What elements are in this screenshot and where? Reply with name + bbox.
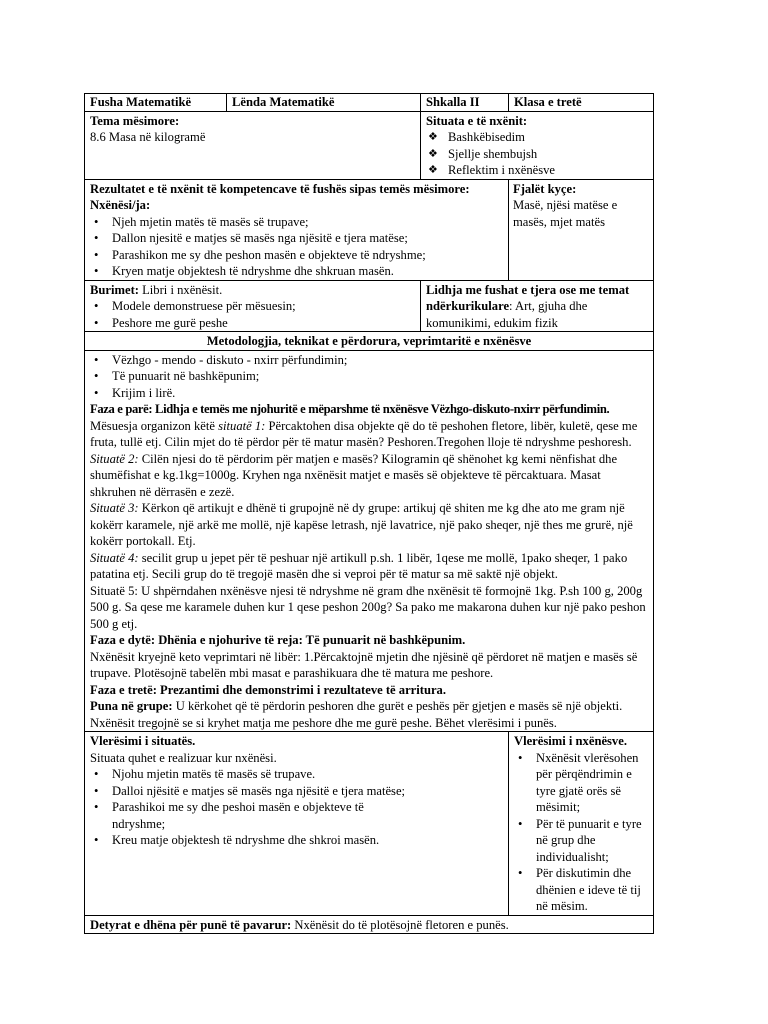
tema-label: Tema mësimore: <box>90 113 180 128</box>
lidhja-value: : Art, gjuha dhe komunikimi, edukim fizik <box>426 299 588 330</box>
vleresimi-situates-item: • Parashikoi me sy dhe peshoi masën e objekteve të ndryshme; <box>90 799 418 832</box>
fjalet-value: Masë, njësi matëse e masës, mjet matës <box>513 198 618 229</box>
header-klasa: Klasa e tretë <box>509 94 654 112</box>
vleresimi-situates-label: Vlerësimi i situatës. <box>90 734 196 748</box>
faza1-title: Faza e parë: Lidhja e temës me njohuritë e mëparshme të nxënësve Vëzhgo-diskuto-nxirr përfundimin. <box>90 402 610 416</box>
rezultatet-item: • Parashikon me sy dhe peshon masën e objekteve të ndryshme; <box>90 247 503 264</box>
lidhja-label: Lidhja me fushat e tjera ose me temat ndërkurikulare <box>426 282 630 313</box>
metodologjia-body-row <box>85 350 654 732</box>
burimet-item: • Peshore me gurë peshe <box>90 315 415 332</box>
tema-row <box>85 111 654 179</box>
fjalet-cell <box>509 179 654 280</box>
metodologjia-item: • Krijim i lirë. <box>90 385 648 402</box>
vleresimi-row <box>85 732 654 916</box>
detyrat-label: Detyrat e dhëna për punë të pavarur: <box>90 917 292 932</box>
header-shkalla: Shkalla II <box>421 94 509 112</box>
puna-grupe-paragraph: Puna në grupe: U kërkohet që të përdorin peshoren dhe gurët e peshës për gjetjen e masës së një objekti. Nxënësit tregojnë se si kryhet matja me peshore dhe me gurë peshe. Bëhet vlerësimi i punës. <box>90 699 623 730</box>
vleresimi-situates-text: Situata quhet e realizuar kur nxënësi. <box>90 750 277 765</box>
metodologjia-item: • Të punuarit në bashkëpunim; <box>90 368 648 385</box>
detyrat-row <box>85 915 654 934</box>
metodologjia-list <box>90 352 648 402</box>
vleresimi-nxenesve-item: • Nxënësit vlerësohen për përqëndrimin e tyre gjatë orës së mësimit; <box>514 750 648 816</box>
metodologjia-title-cell <box>85 332 654 351</box>
header-fusha: Fusha Matematikë <box>85 94 227 112</box>
situata-item: ❖ Reflektim i nxënësve <box>426 162 648 179</box>
metodologjia-title: Metodologjia, teknikat e përdorura, veprimtaritë e nxënësve <box>206 334 532 348</box>
situata-2-paragraph: Situatë 2: Cilën njesi do të përdorim për matjen e masës? Kilogramin që shënohet kg kemi nënfishat dhe shumëfishat e kg.1kg=1000g. Kryhen nga nxënësit matjet e masës së objekteve të përcaktuara. Masat shkruhen në dërrasën e zezë. <box>90 451 618 499</box>
lesson-plan-table <box>84 93 654 934</box>
situata-label: Situata e të nxënit: <box>426 113 528 128</box>
situata-3-paragraph: Situatë 3: Kërkon që artikujt e dhënë ti grupojnë në dy grupe: artikuj që shiten me kg dhe ato me gram një kokërr karamele, një arkë me mollë, një kapëse letrash, një lavatrice, një pako sheqer, një thes me grurë, një kokërr portokall. Etj. <box>90 501 633 548</box>
vleresimi-situates-cell <box>85 732 509 916</box>
vleresimi-situates-item: • Dalloi njësitë e matjes së masës nga njësitë e tjera matëse; <box>90 783 418 800</box>
burimet-value: Libri i nxënësit. <box>138 282 223 297</box>
situata-1-paragraph: Mësuesja organizon këtë situatë 1: Përcaktohen disa objekte që do të peshohen fletore, libër, kuletë, qese me fruta, tullë etj. Cilin mjet do të përdor për të matur masën? Peshoren.Tregohen lloje të ndryshme peshoresh. <box>90 418 638 449</box>
burimet-list <box>90 298 415 331</box>
situata-item: ❖ Sjellje shembujsh <box>426 146 648 163</box>
metodologjia-item: • Vëzhgo - mendo - diskuto - nxirr përfundimin; <box>90 352 648 369</box>
rezultatet-row <box>85 179 654 280</box>
header-row <box>85 94 654 112</box>
header-lenda: Lënda Matematikë <box>227 94 421 112</box>
metodologjia-body-cell <box>85 350 654 732</box>
rezultatet-list <box>90 214 503 280</box>
detyrat-cell <box>85 915 654 934</box>
vleresimi-nxenesve-item: • Për të punuarit e tyre në grup dhe individualisht; <box>514 816 648 866</box>
rezultatet-sub: Nxënësi/ja: <box>90 198 151 212</box>
tema-value: 8.6 Masa në kilogramë <box>90 130 206 144</box>
rezultatet-item: • Njeh mjetin matës të masës së trupave; <box>90 214 503 231</box>
lesson-plan-sheet <box>84 93 653 934</box>
situata-4-paragraph: Situatë 4: secilit grup u jepet për të peshuar një artikull p.sh. 1 libër, 1qese me mollë, 1pako sheqer, 1 pako patatina etj. Secili grup do të tregojë masën dhe si veproi për të matur sa më saktë një objekt. <box>90 550 628 581</box>
vleresimi-situates-list <box>90 766 418 849</box>
detyrat-value: Nxënësit do të plotësojnë fletoren e punës. <box>291 917 509 932</box>
fjalet-label: Fjalët kyçe: <box>513 181 577 196</box>
situata-item: ❖ Bashkëbisedim <box>426 129 648 146</box>
vleresimi-nxenesve-label: Vlerësimi i nxënësve. <box>514 734 627 748</box>
vleresimi-nxenesve-item: • Për diskutimin dhe dhënien e ideve të tij në mësim. <box>514 865 648 915</box>
vleresimi-situates-item: • Kreu matje objektesh të ndryshme dhe shkroi masën. <box>90 832 418 849</box>
faza3-title: Faza e tretë: Prezantimi dhe demonstrimi i rezultateve të arritura. <box>90 682 446 697</box>
vleresimi-nxenesve-list <box>514 750 648 915</box>
faza2-paragraph: Nxënësit kryejnë keto veprimtari në libër: 1.Përcaktojnë mjetin dhe njësinë që përdoret në matjen e masës së trupave. Plotësojnë tabelën mbi masat e parashikuara dhe të matura me peshore. <box>90 649 638 680</box>
faza2-title: Faza e dytë: Dhënia e njohurive të reja: Të punuarit në bashkëpunim. <box>90 633 466 647</box>
rezultatet-item: • Dallon njesitë e matjes së masës nga njësitë e tjera matëse; <box>90 230 503 247</box>
metodologjia-title-row <box>85 332 654 351</box>
burimet-row <box>85 280 654 332</box>
burimet-item: • Modele demonstruese për mësuesin; <box>90 298 415 315</box>
lidhja-cell <box>421 280 654 332</box>
situata-cell <box>421 111 654 179</box>
situata-list <box>426 129 648 179</box>
rezultatet-cell <box>85 179 509 280</box>
vleresimi-nxenesve-cell <box>509 732 654 916</box>
rezultatet-label: Rezultatet e të nxënit të kompetencave të fushës sipas temës mësimore: <box>90 181 470 196</box>
vleresimi-situates-item: • Njohu mjetin matës të masës së trupave. <box>90 766 418 783</box>
situata-5-paragraph: Situatë 5: U shpërndahen nxënësve njesi të ndryshme në gram dhe nxënësit të formojnë 1kg. P.sh 100 g, 200g 500 g. Sa qese me karamele duhen kur 1 qese peshon 200g? Sa pako me makarona duhen kur një pako peshon 500 g etj. <box>90 583 646 631</box>
tema-cell <box>85 111 421 179</box>
burimet-cell <box>85 280 421 332</box>
burimet-label: Burimet: <box>90 282 139 297</box>
rezultatet-item: • Kryen matje objektesh të ndryshme dhe shkruan masën. <box>90 263 503 280</box>
